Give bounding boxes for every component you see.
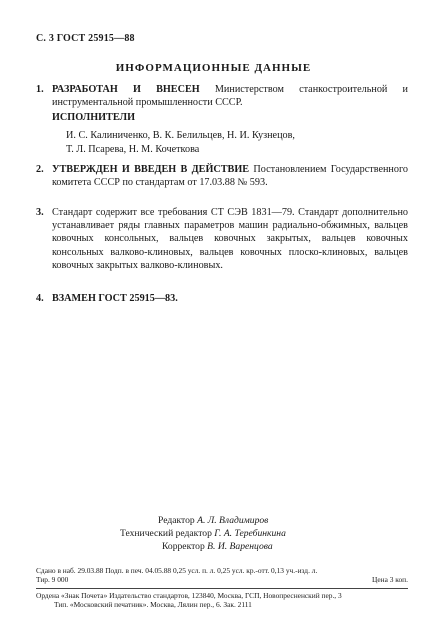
imprint-block <box>36 566 408 585</box>
performers-names <box>66 129 396 157</box>
imprint-price: Цена 3 коп. <box>372 575 408 585</box>
item-text: Стандарт содержит все требования СТ СЭВ 1831—79. Стандарт дополнительно устанавливает ряды главных параметров машин радиально-обжимных, вальцев ковочных консольных, вальцев ковочных закрытых, вальцев ковочных консольных валково-клиновых, вальцев ковочных плоско-клиновых, вальцев ковочных закрытых валково-клиновых. <box>52 207 408 271</box>
printer-line <box>36 600 408 609</box>
info-item-3 <box>36 206 408 272</box>
editors-block <box>120 514 286 553</box>
publisher-line <box>36 591 408 600</box>
editor-role: Редактор <box>158 515 195 526</box>
item-number: 2. <box>36 164 44 175</box>
item-number: 1. <box>36 84 44 95</box>
editor-role: Корректор <box>162 541 205 552</box>
info-item-4 <box>36 292 408 305</box>
performers-line-2: Т. Л. Псарева, Н. М. Кочеткова <box>66 144 200 155</box>
imprint-divider <box>36 588 408 589</box>
item-number: 4. <box>36 293 44 304</box>
performers-heading: ИСПОЛНИТЕЛИ <box>52 112 136 123</box>
imprint-line-1 <box>36 566 408 575</box>
item-text: Постановлением Государственного комитета СССР по стандартам от 17.03.88 № 593. <box>52 164 408 189</box>
printer-text: Тип. «Московский печатник». Москва, Лялин пер., 6. Зак. 2111 <box>54 600 252 610</box>
item-lead: ВЗАМЕН ГОСТ 25915—83. <box>52 293 178 304</box>
editor-name: Г. А. Теребинкина <box>214 528 286 539</box>
corrector-line <box>120 540 286 553</box>
performers-line-1: И. С. Калиниченко, В. К. Белильцев, Н. И. Кузнецов, <box>66 130 295 141</box>
item-number: 3. <box>36 207 44 218</box>
editor-name: В. И. Варенцова <box>207 541 273 552</box>
tech-editor-line <box>120 527 286 540</box>
publisher-block <box>36 591 408 610</box>
editor-role: Технический редактор <box>120 528 212 539</box>
editor-line <box>120 514 286 527</box>
item-lead: РАЗРАБОТАН И ВНЕСЕН <box>52 84 200 95</box>
info-item-2 <box>36 163 408 189</box>
item-lead: УТВЕРЖДЕН И ВВЕДЕН В ДЕЙСТВИЕ <box>52 164 250 175</box>
item-text: Министерством станкостроительной и инструментальной промышленности СССР. <box>52 84 408 109</box>
publisher-text: Ордена «Знак Почета» Издательство стандартов, 123840, Москва, ГСП, Новопресненский пер., 3 <box>36 591 342 600</box>
page-title: ИНФОРМАЦИОННЫЕ ДАННЫЕ <box>115 62 312 74</box>
imprint-dates: Сдано в наб. 29.03.88 Подп. в печ. 04.05.88 0,25 усл. п. л. 0,25 усл. кр.-отт. 0,13 уч.-изд. л. <box>36 566 318 575</box>
editor-name: А. Л. Владимиров <box>197 515 269 526</box>
info-item-1 <box>36 83 408 109</box>
imprint-print-run: Тир. 9 000 <box>36 575 69 585</box>
imprint-line-2 <box>36 575 408 584</box>
page-header: С. 3 ГОСТ 25915—88 <box>36 33 135 44</box>
